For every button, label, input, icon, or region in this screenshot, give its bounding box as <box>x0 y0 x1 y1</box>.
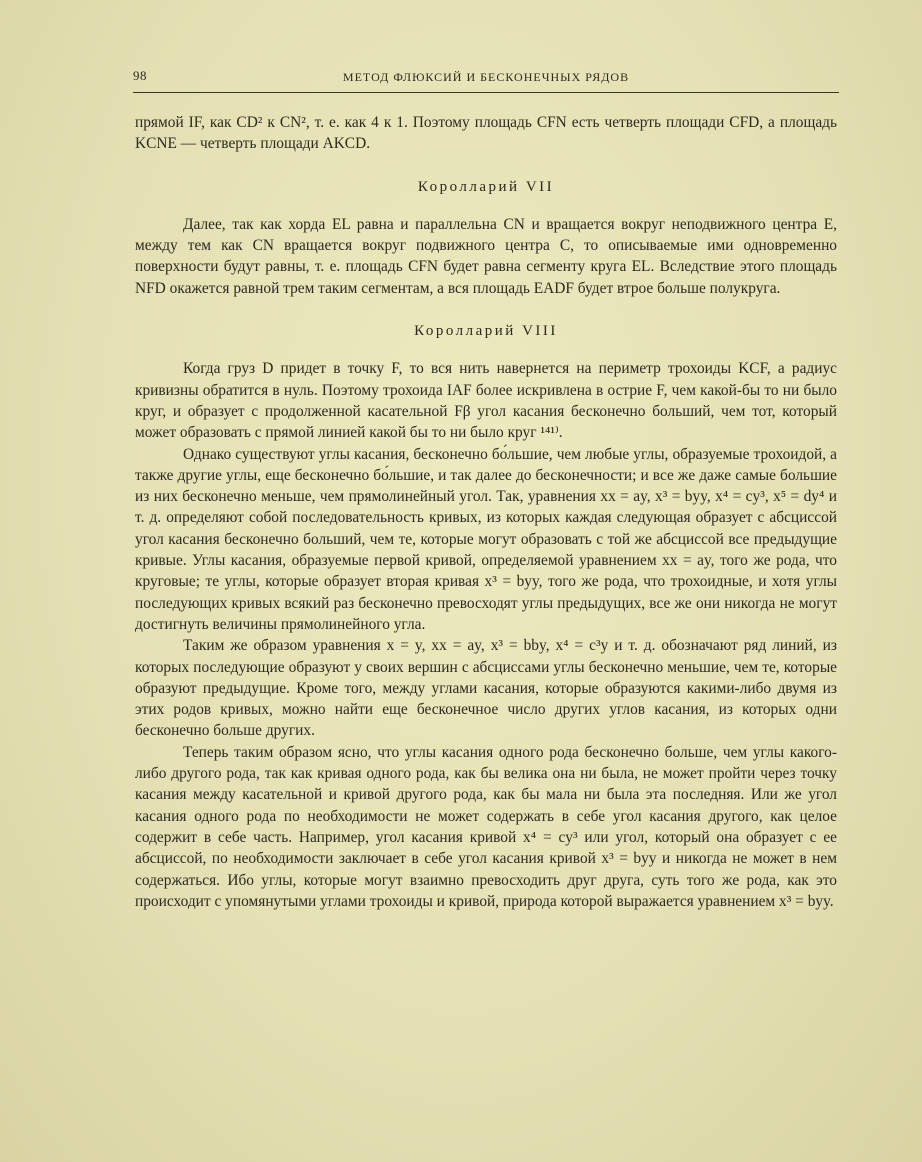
page-body <box>135 112 837 912</box>
heading-corollary-7: Королларий VII <box>417 178 555 195</box>
paragraph-corollary-8-2: Однако существуют углы касания, бесконечно бо́льшие, чем любые углы, образуемые трохоидой, а также другие углы, еще бесконечно бо́льшие, и так далее до бесконечности; и все же даже самые большие из них бесконечно меньше, чем прямолинейный угол. Так, уравнения xx = ay, x³ = byy, x⁴ = cy³, x⁵ = dy⁴ и т. д. определяют собой последовательность кривых, из которых каждая следующая образует с абсциссой угол касания бесконечно больший, чем те, которые могут образовать с той же абсциссой все предыдущие кривые. Углы касания, образуемые первой кривой, определяемой уравнением xx = ay, того же рода, что круговые; те углы, которые образует вторая кривая x³ = byy, того же рода, что трохоидные, и хотя углы последующих кривых всякий раз бесконечно превосходят углы предыдущих, все же они никогда не могут достигнуть величины прямолинейного угла. <box>135 445 837 633</box>
page-header <box>133 66 839 88</box>
paragraph-continuation: прямой IF, как CD² к CN², т. е. как 4 к 1. Поэтому площадь CFN есть четверть площади CFD, а площадь KCNE — четверть площади AKCD. <box>135 114 837 153</box>
heading-corollary-8: Королларий VIII <box>414 323 558 340</box>
paragraph-corollary-8-1: Когда груз D придет в точку F, то вся нить навернется на периметр трохоиды KCF, а радиус кривизны обратится в нуль. Поэтому трохоида IAF более искривлена в острие F, чем какой-бы то ни было круг, и образует с продолженной касательной Fβ угол касания бесконечно больший, чем тот, который может образовать с прямой линией какой бы то ни было круг ¹⁴¹⁾. <box>135 360 837 442</box>
header-rule <box>133 92 839 93</box>
paragraph-corollary-7: Далее, так как хорда EL равна и параллельна CN и вращается вокруг неподвижного центра E, между тем как CN вращается вокруг подвижного центра C, то описываемые ими одновременно поверхности будут равны, т. е. площадь CFN будет равна сегменту круга EL. Вследствие этого площадь NFD окажется равной трем таким сегментам, а вся площадь EADF будет втрое больше полукруга. <box>135 215 837 297</box>
running-title: МЕТОД ФЛЮКСИЙ И БЕСКОНЕЧНЫХ РЯДОВ <box>342 70 630 84</box>
paragraph-corollary-8-3: Таким же образом уравнения x = y, xx = ay, x³ = bby, x⁴ = c³y и т. д. обозначают ряд линий, из которых последующие образуют у своих вершин с абсциссами углы бесконечно меньшие, чем те, которые образуют предыдущие. Кроме того, между углами касания, которые образуются какими-либо двумя из этих родов кривых, можно найти еще бесконечное число других углов касания, из которых одни бесконечно больше других. <box>135 637 837 740</box>
paragraph-corollary-8-4: Теперь таким образом ясно, что углы касания одного рода бесконечно больше, чем углы какого-либо другого рода, так как кривая одного рода, как бы велика она ни была, не может пройти через точку касания между касательной и кривой другого рода, как бы мала ни была эта последняя. Или же угол касания одного рода по необходимости не может содержать в себе угол касания другого, как целое содержит в себе часть. Например, угол касания кривой x⁴ = cy³ или угол, который она образует с ее абсциссой, по необходимости заключает в себе угол касания кривой x³ = byy и никогда не может в нем содержаться. Ибо углы, которые могут взаимно превосходить друг друга, суть того же рода, как это происходит с упомянутыми углами трохоиды и кривой, природа которой выражается уравнением x³ = byy. <box>135 743 837 910</box>
page-number: 98 <box>133 68 147 83</box>
